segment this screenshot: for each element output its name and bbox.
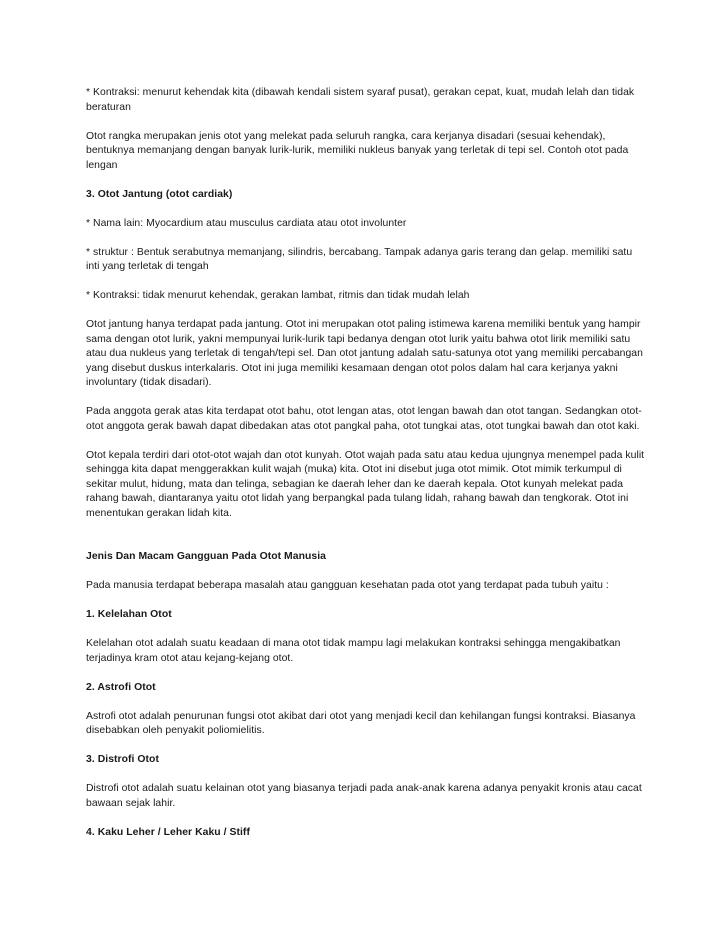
paragraph-anggota-gerak: Pada anggota gerak atas kita terdapat otot bahu, otot lengan atas, otot lengan bawah dan otot tangan. Sedangkan otot-otot anggota gerak bawah dapat dibedakan atas otot pangkal paha, otot tungkai atas, otot tungkai bawah dan otot kaki.: [86, 406, 642, 432]
heading-kaku-leher: 4. Kaku Leher / Leher Kaku / Stiff: [86, 826, 250, 838]
paragraph-kelelahan-otot: Kelelahan otot adalah suatu keadaan di mana otot tidak mampu lagi melakukan kontraksi sehingga mengakibatkan terjadinya kram otot atau kejang-kejang otot.: [86, 638, 621, 664]
paragraph-distrofi-otot: Distrofi otot adalah suatu kelainan otot yang biasanya terjadi pada anak-anak karena adanya penyakit kronis atau cacat bawaan sejak lahir.: [86, 783, 642, 809]
paragraph-gangguan-intro: Pada manusia terdapat beberapa masalah atau gangguan kesehatan pada otot yang terdapat pada tubuh yaitu :: [86, 580, 609, 591]
paragraph-otot-kepala: Otot kepala terdiri dari otot-otot wajah dan otot kunyah. Otot wajah pada satu atau kedua ujungnya menempel pada kulit sehingga kita dapat menggerakkan kulit wajah (muka) kita. Otot ini disebut juga otot mimik. Otot mimik terkumpul di sekitar mulut, hidung, mata dan telinga, sebagian ke daerah leher dan ke daerah kepala. Otot kunyah melekat pada rahang bawah, diantaranya yaitu otot lidah yang berpangkal pada tulang lidah, rahang bawah dan tengkorak. Otot ini menentukan gerakan lidah kita.: [86, 449, 645, 519]
heading-distrofi-otot: 3. Distrofi Otot: [86, 754, 159, 765]
document-page: [86, 86, 646, 840]
heading-gangguan-otot: Jenis Dan Macam Gangguan Pada Otot Manusia: [86, 551, 326, 562]
paragraph-nama-lain: * Nama lain: Myocardium atau musculus cardiata atau otot involunter: [86, 217, 407, 229]
paragraph-astrofi-otot: Astrofi otot adalah penurunan fungsi otot akibat dari otot yang menjadi kecil dan kehilangan fungsi kontraksi. Biasanya disebabkan oleh penyakit poliomielitis.: [86, 710, 636, 736]
heading-astrofi-otot: 2. Astrofi Otot: [86, 681, 156, 693]
paragraph-kontraksi-otot-jantung: * Kontraksi: tidak menurut kehendak, gerakan lambat, ritmis dan tidak mudah lelah: [86, 290, 470, 301]
heading-kelelahan-otot: 1. Kelelahan Otot: [86, 609, 172, 620]
paragraph-otot-rangka: Otot rangka merupakan jenis otot yang melekat pada seluruh rangka, cara kerjanya disadari (sesuai kehendak), bentuknya memanjang dengan banyak lurik-lurik, memiliki nukleus banyak yang terletak di tepi sel. Contoh otot pada lengan: [86, 130, 629, 171]
heading-otot-jantung: 3. Otot Jantung (otot cardiak): [86, 188, 233, 200]
blank-line: [86, 536, 646, 551]
paragraph-otot-jantung: Otot jantung hanya terdapat pada jantung. Otot ini merupakan otot paling istimewa karena memiliki bentuk yang hampir sama dengan otot lurik, yakni mempunyai lurik-lurik tapi bedanya dengan otot lurik yaitu bahwa otot lirik memiliki satu atau dua nukleus yang terletak di tengah/tepi sel. Dan otot jantung adalah satu-satunya otot yang memiliki percabangan yang disebut duskus interkalaris. Otot ini juga memiliki kesamaan dengan otot polos dalam hal cara kerjanya yakni involuntary (tidak disadari).: [86, 319, 643, 388]
paragraph-kontraksi-otot-rangka: * Kontraksi: menurut kehendak kita (dibawah kendali sistem syaraf pusat), gerakan cepat, kuat, mudah lelah dan tidak beraturan: [86, 87, 635, 113]
paragraph-struktur: * struktur : Bentuk serabutnya memanjang, silindris, bercabang. Tampak adanya garis terang dan gelap. memiliki satu inti yang terletak di tengah: [86, 246, 633, 272]
